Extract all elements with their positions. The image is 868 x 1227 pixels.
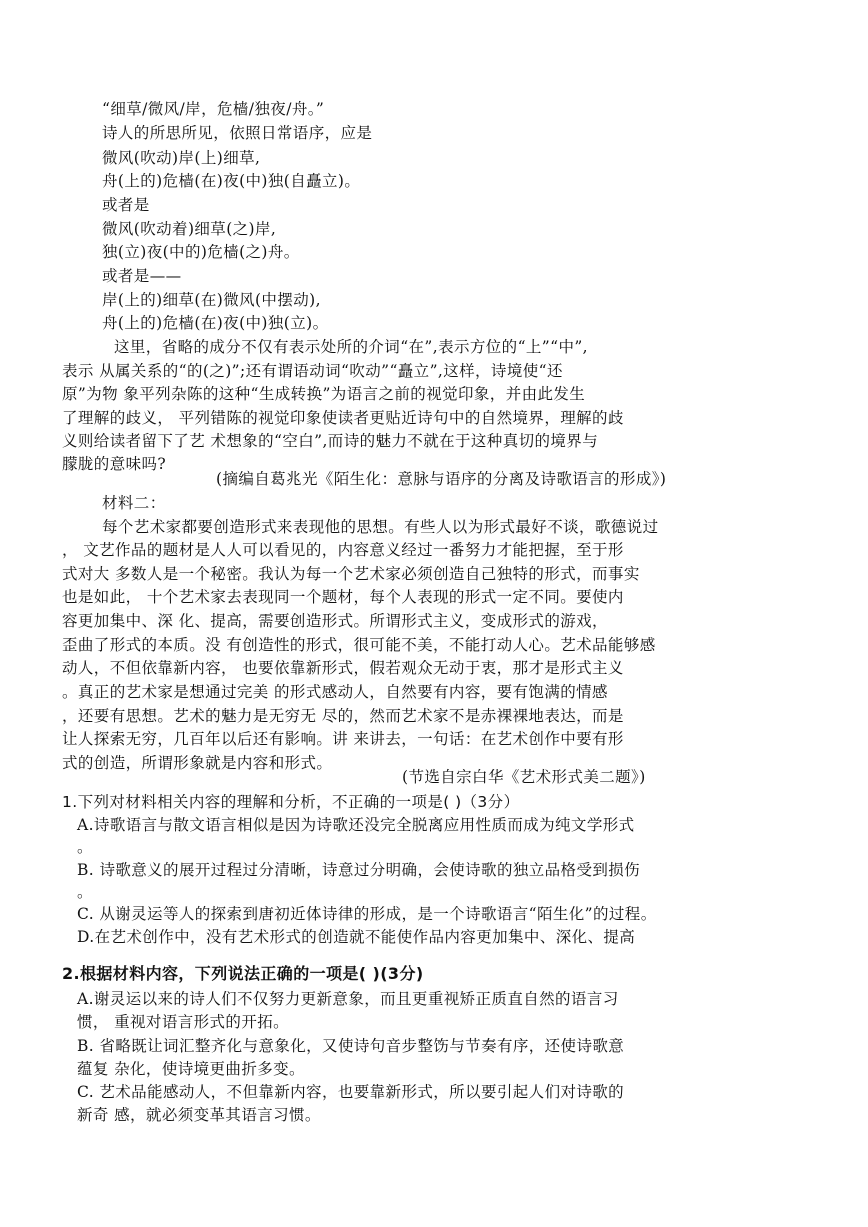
material1-line: 原”为物 象平列杂陈的这种“生成转换”为语言之前的视觉印象，并由此发生 [62,385,586,403]
poem-line: 独(立)夜(中的)危樯(之)舟。 [102,243,300,261]
q2-option-c: C. 艺术品能感动人，不但靠新内容，也要靠新形式，所以要引起人们对诗歌的 [77,1083,625,1101]
q1-option-a-cont: 。 [77,838,93,856]
material1-line: 这里，省略的成分不仅有表示处所的介词“在”,表示方位的“上”“中”, [114,338,589,356]
poem-line: 微风(吹动)岸(上)细草, [102,149,261,167]
poem-line: 或者是 [102,196,150,214]
material2-line: 式对大 多数人是一个秘密。我认为每一个艺术家必须创造自己独特的形式，而事实 [62,565,640,583]
material2-line: 。真正的艺术家是想通过完美 的形式感动人，自然要有内容，要有饱满的情感 [62,683,608,701]
material2-heading: 材料二： [102,494,166,512]
poem-line: 岸(上的)细草(在)微风(中摆动), [102,291,321,309]
material1-line: 义则给读者留下了艺 术想象的“空白”,而诗的魅力不就在于这种真切的境界与 [62,432,599,450]
poem-line: “细草/微风/岸，危樯/独夜/舟。” [102,100,325,118]
source-citation-2: (节选自宗白华《艺术形式美二题》) [402,768,646,786]
material2-line: 容更加集中、深 化、提高，需要创造形式。所谓形式主义，变成形式的游戏， [62,612,608,630]
q1-option-a: A.诗歌语言与散文语言相似是因为诗歌还没完全脱离应用性质而成为纯文学形式 [77,816,635,834]
material2-line: ， 文艺作品的题材是人人可以看见的，内容意义经过一番努力才能把握，至于形 [62,541,624,559]
material2-line: 每个艺术家都要创造形式来表现他的思想。有些人以为形式最好不谈，歌德说过 [102,518,659,536]
q2-option-a-cont: 惯， 重视对语言形式的开拓。 [77,1013,290,1031]
material2-line: ，还要有思想。艺术的魅力是无穷无 尽的，然而艺术家不是赤裸裸地表达，而是 [62,707,624,725]
q2-option-b-cont: 蕴复 杂化，使诗境更曲折多变。 [77,1060,305,1078]
material2-line: 歪曲了形式的本质。没 有创造性的形式，很可能不美，不能打动人心。艺术品能够感 [62,636,656,654]
source-citation-1: (摘编自葛兆光《陌生化：意脉与语序的分离及诗歌语言的形成》) [216,470,667,488]
material1-line: 表示 从属关系的“的(之)”;还有谓语动词“吹动”“矗立”,这样，诗境使“还 [62,362,563,380]
material1-line: 了理解的歧义， 平列错陈的视觉印象使读者更贴近诗句中的自然境界，理解的歧 [62,409,624,427]
poem-line: 舟(上的)危樯(在)夜(中)独(自矗立)。 [102,172,361,190]
question-2-stem: 2.根据材料内容，下列说法正确的一项是( )(3分) [62,964,424,983]
q1-option-b-cont: 。 [77,883,93,901]
q2-option-b: B. 省略既让词汇整齐化与意象化，又使诗句音步整饬与节奏有序，还使诗歌意 [77,1037,625,1055]
q2-option-c-cont: 新奇 感，就必须变革其语言习惯。 [77,1106,321,1124]
q1-option-b: B. 诗歌意义的展开过程过分清晰，诗意过分明确，会使诗歌的独立品格受到损伤 [77,861,641,879]
question-1-stem: 1.下列对材料相关内容的理解和分析，不正确的一项是( )（3分） [62,793,520,811]
poem-line: 微风(吹动着)细草(之)岸, [102,220,277,238]
material2-line: 式的创造，所谓形象就是内容和形式。 [62,754,333,772]
q1-option-c: C. 从谢灵运等人的探索到唐初近体诗律的形成，是一个诗歌语言“陌生化”的过程。 [77,905,657,923]
material2-line: 也是如此， 十个艺术家去表现同一个题材，每个人表现的形式一定不同。要使内 [62,588,624,606]
q2-option-a: A.谢灵运以来的诗人们不仅努力更新意象，而且更重视矫正质直自然的语言习 [77,990,619,1008]
material1-line: 朦胧的意味吗? [62,455,167,473]
poem-line: 或者是—— [102,267,182,285]
material2-line: 让人探索无穷，几百年以后还有影响。讲 来讲去，一句话：在艺术创作中要有形 [62,730,624,748]
poem-line: 诗人的所思所见，依照日常语序，应是 [102,124,373,142]
material2-line: 动人，不但依靠新内容， 也要依靠新形式，假若观众无动于衷，那才是形式主义 [62,659,624,677]
q1-option-d: D.在艺术创作中，没有艺术形式的创造就不能使作品内容更加集中、深化、提高 [77,928,636,946]
poem-line: 舟(上的)危樯(在)夜(中)独(立)。 [102,314,329,332]
